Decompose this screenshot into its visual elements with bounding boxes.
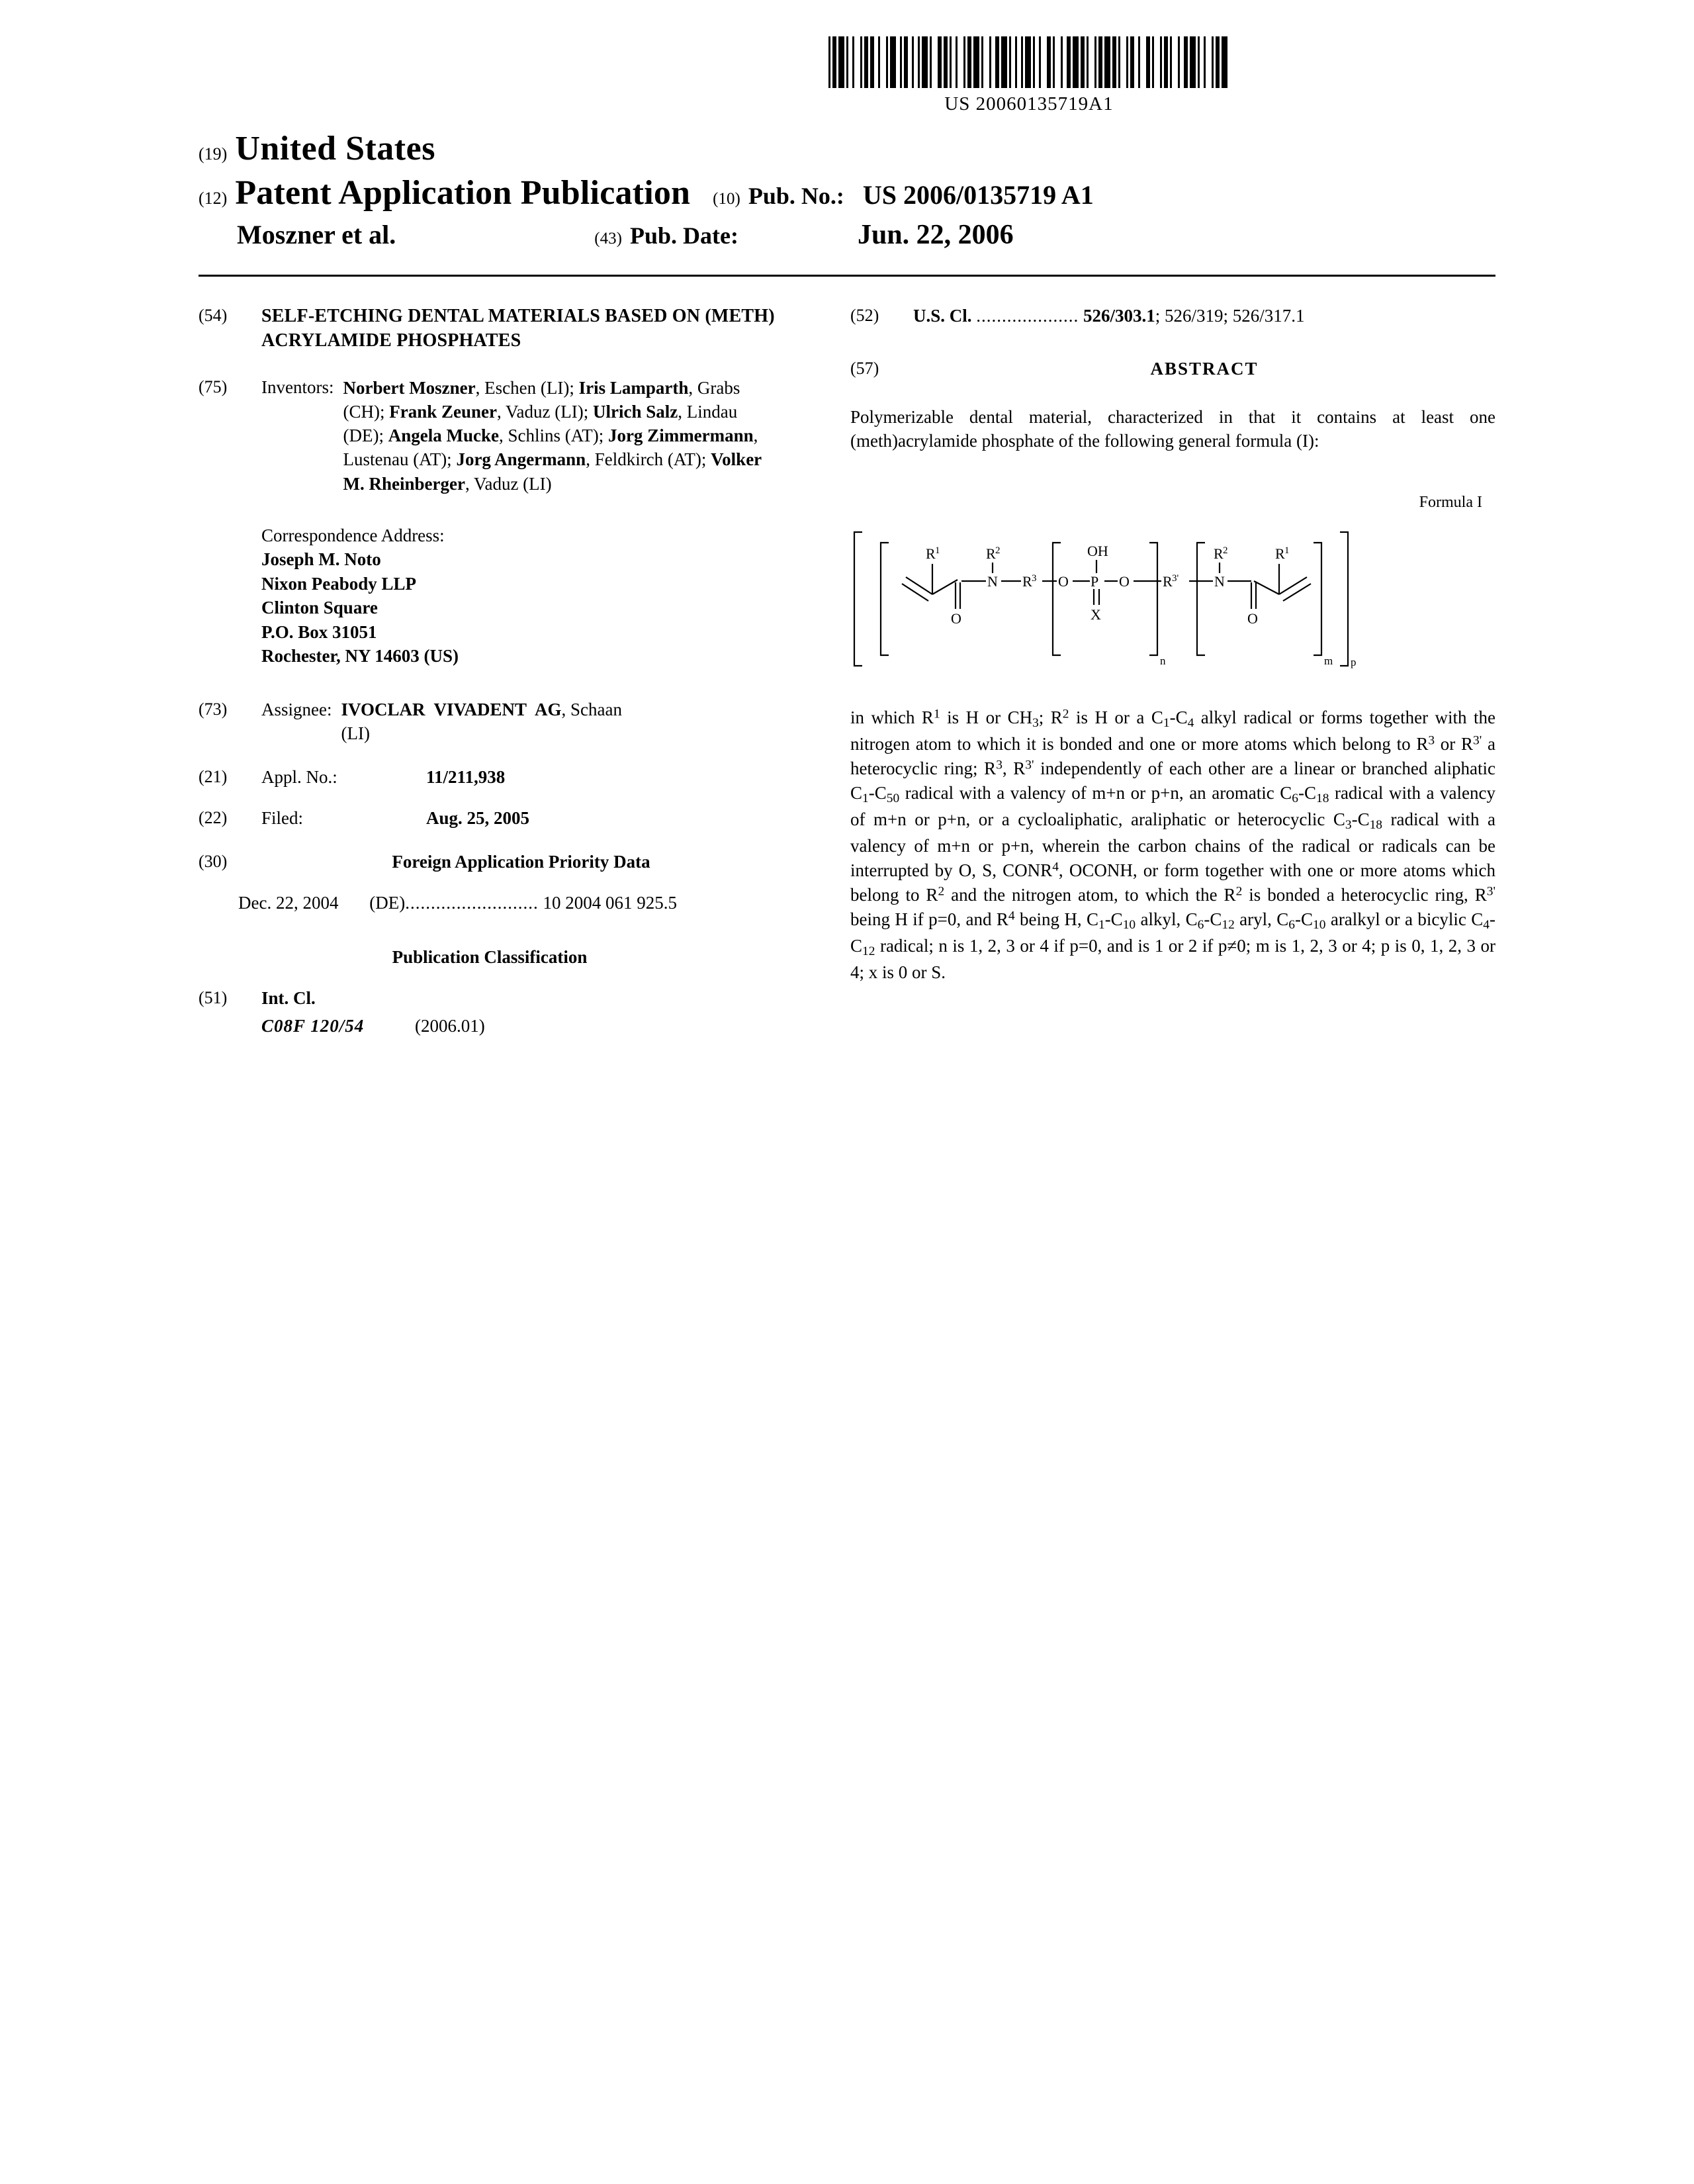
- abstract-heading: ABSTRACT: [1150, 358, 1259, 379]
- barcode-block: [652, 36, 1406, 115]
- us-cl-primary: 526/303.1: [1083, 306, 1155, 326]
- formula-image: [850, 523, 1495, 675]
- foreign-priority-field: [199, 850, 781, 874]
- svg-text:R: R: [1214, 545, 1224, 563]
- us-cl-body: [913, 304, 1495, 328]
- assignee-field: [199, 698, 781, 746]
- appl-no-field: [199, 766, 781, 790]
- assignee-value: IVOCLAR VIVADENT AG, Schaan (LI): [341, 700, 622, 744]
- svg-text:1: 1: [1284, 545, 1290, 557]
- svg-text:O: O: [1247, 610, 1258, 627]
- assignee-label: Assignee:: [261, 700, 332, 720]
- barcode-image: [652, 36, 1406, 88]
- field-number-10: (10): [713, 190, 740, 208]
- correspondence-line: P.O. Box 31051: [261, 621, 377, 642]
- svg-text:3': 3': [1172, 573, 1179, 584]
- inventor-name: Jorg Zimmermann: [607, 426, 754, 446]
- inventors-list: [343, 376, 781, 496]
- priority-dots: ..........................: [405, 892, 539, 913]
- inventors-field: [199, 376, 781, 496]
- correspondence-label: Correspondence Address:: [261, 525, 445, 545]
- inventor-name: Angela Mucke: [388, 426, 499, 446]
- inventor-location: , Feldkirch (AT);: [586, 449, 711, 470]
- int-cl-row: [261, 1015, 781, 1038]
- title-field: [199, 304, 781, 353]
- svg-text:R: R: [1163, 573, 1173, 590]
- appl-no-value: 11/211,938: [426, 767, 506, 788]
- field-number-30: (30): [199, 852, 228, 872]
- svg-text:N: N: [987, 573, 998, 590]
- abstract-heading-row: [850, 357, 1495, 381]
- field-number-57: (57): [850, 358, 879, 378]
- svg-text:2: 2: [1223, 545, 1228, 557]
- int-cl-label: Int. Cl.: [261, 987, 316, 1008]
- inventor-location: , Vaduz (LI);: [497, 402, 593, 422]
- invention-title: SELF-ETCHING DENTAL MATERIALS BASED ON (METH) ACRYLAMIDE PHOSPHATES: [261, 306, 775, 351]
- filed-field: [199, 807, 781, 831]
- int-cl-body: [261, 987, 781, 1038]
- abstract-text: Polymerizable dental material, characterized in that it contains at least one (meth)acrylamide phosphate of the following general formula (I):: [850, 406, 1495, 451]
- inventor-name: Volker M. Rheinberger: [343, 449, 762, 494]
- inventor-location: , Grabs (CH);: [343, 377, 740, 422]
- inventor-location: , Lindau (DE);: [343, 402, 738, 446]
- foreign-priority-heading: Foreign Application Priority Data: [392, 852, 650, 872]
- svg-text:R: R: [986, 545, 996, 563]
- publication-classification-heading: Publication Classification: [392, 946, 588, 967]
- priority-number: 10 2004 061 925.5: [543, 892, 677, 913]
- pub-date-label: Pub. Date:: [629, 222, 738, 249]
- svg-text:n: n: [1160, 655, 1166, 668]
- inventor-name: Frank Zeuner: [389, 402, 497, 422]
- field-number-19: (19): [199, 144, 228, 163]
- field-number-21: (21): [199, 767, 228, 787]
- formula-label: Formula I: [1419, 494, 1482, 512]
- inventor-name: Norbert Moszner: [343, 377, 476, 398]
- us-cl-dots: ....................: [976, 306, 1079, 326]
- pub-date-value: Jun. 22, 2006: [857, 220, 1014, 250]
- svg-text:p: p: [1351, 656, 1357, 669]
- correspondence-line: Rochester, NY 14603 (US): [261, 645, 459, 666]
- svg-text:m: m: [1324, 655, 1333, 668]
- priority-country: (DE): [369, 892, 406, 913]
- authors-line: Moszner et al.: [237, 220, 396, 250]
- inventor-name: Jorg Angermann: [456, 449, 586, 470]
- us-cl-field: [850, 304, 1495, 328]
- svg-text:OH: OH: [1087, 543, 1108, 560]
- svg-text:R: R: [1275, 545, 1285, 563]
- correspondence-line: Nixon Peabody LLP: [261, 573, 417, 594]
- left-column: [199, 304, 781, 1056]
- pub-no-label: Pub. No.:: [748, 183, 844, 209]
- field-number-73: (73): [199, 700, 228, 719]
- inventors-label: Inventors:: [261, 377, 334, 397]
- correspondence-line: Clinton Square: [261, 598, 378, 618]
- svg-text:O: O: [1058, 573, 1069, 590]
- svg-text:2: 2: [995, 545, 1001, 557]
- svg-text:O: O: [1119, 573, 1130, 590]
- priority-data-line: [238, 891, 781, 915]
- int-cl-code: C08F 120/54: [261, 1015, 365, 1036]
- us-cl-rest: ; 526/319; 526/317.1: [1155, 306, 1305, 326]
- svg-text:N: N: [1214, 573, 1225, 590]
- int-cl-field: [199, 987, 781, 1038]
- field-number-51: (51): [199, 987, 228, 1007]
- document-type-title: Patent Application Publication: [235, 174, 691, 212]
- inventor-location: , Schlins (AT);: [498, 426, 608, 446]
- field-number-43: (43): [594, 230, 622, 248]
- country-title: United States: [235, 130, 435, 167]
- priority-date: Dec. 22, 2004: [238, 892, 339, 913]
- document-header: [199, 129, 1495, 251]
- field-number-22: (22): [199, 808, 228, 828]
- field-number-12: (12): [199, 189, 228, 208]
- barcode-number: US 20060135719A1: [944, 93, 1114, 114]
- svg-text:O: O: [951, 610, 961, 627]
- field-number-54: (54): [199, 306, 228, 325]
- appl-no-label: Appl. No.:: [261, 767, 337, 788]
- correspondence-lines: [261, 547, 781, 668]
- svg-text:R: R: [926, 545, 936, 563]
- header-divider: [199, 275, 1495, 277]
- correspondence-line: Joseph M. Noto: [261, 549, 381, 570]
- correspondence-block: [261, 523, 781, 668]
- int-cl-year: (2006.01): [415, 1015, 485, 1036]
- filed-date-value: Aug. 25, 2005: [426, 808, 530, 829]
- field-number-52: (52): [850, 306, 879, 325]
- inventor-location: , Lustenau (AT);: [343, 426, 758, 470]
- inventor-name: Iris Lamparth: [578, 377, 689, 398]
- inventor-location: , Eschen (LI);: [475, 377, 579, 398]
- field-number-75: (75): [199, 377, 228, 396]
- inventor-location: , Vaduz (LI): [465, 473, 552, 494]
- inventor-name: Ulrich Salz: [592, 402, 678, 422]
- svg-text:1: 1: [935, 545, 940, 557]
- svg-text:3: 3: [1032, 573, 1037, 584]
- svg-text:X: X: [1091, 606, 1101, 623]
- filed-label: Filed:: [261, 808, 304, 829]
- svg-text:P: P: [1091, 573, 1099, 590]
- us-cl-label: U.S. Cl.: [913, 306, 972, 326]
- svg-text:R: R: [1022, 573, 1032, 590]
- pub-no-value: US 2006/0135719 A1: [862, 180, 1094, 210]
- right-column: [850, 304, 1495, 985]
- body-paragraph: in which $R^1$ is H or $CH_3$; $R^2$ is H or a $C_1-C_4$ alkyl radical or forms together with the nitrogen atom to which it is bonded and one or more atoms which belong to $R^3$ or $R^{3'}$ a heterocyclic ring; $R^3$, $R^{3'}$ independently of each other are a linear or branched aliphatic $C_1-C_{50}$ radical with a valency of m+n or p+n, an aromatic $C_6-C_{18}$ radical with a valency of m+n or p+n, or a cycloaliphatic, araliphatic or heterocyclic $C_3-C_{18}$ radical with a valency of m+n or p+n, wherein the carbon chains of the radical or radicals can be interrupted by O, S, CONR$^4$, OCONH, or form together with one or more atoms which belong to $R^2$ and the nitrogen atom, to which the $R^2$ is bonded a heterocyclic ring, $R^{3'}$ being H if p=0, and $R^4$ being H, $C_1-C_{10}$ alkyl, $C_6-C_{12}$ aryl, $C_6-C_{10}$ aralkyl or a bicylic $C_4-C_{12}$ radical; n is 1, 2, 3 or 4 if p=0, and is 1 or 2 if p≠0; m is 1, 2, 3 or 4; p is 0, 1, 2, 3 or 4; x is 0 or S.: [850, 707, 1496, 983]
